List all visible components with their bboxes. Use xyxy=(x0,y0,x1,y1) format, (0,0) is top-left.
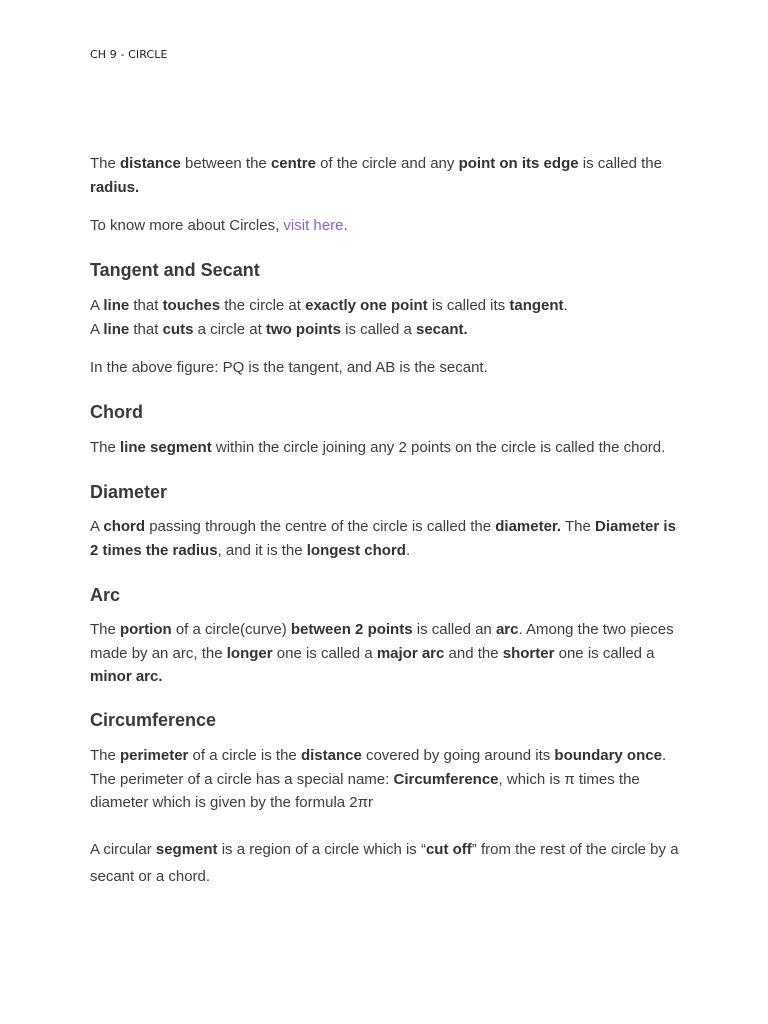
text: is called an xyxy=(412,621,496,638)
chord-body xyxy=(90,436,685,460)
bold-text: cuts xyxy=(162,320,194,338)
text: is called the xyxy=(578,155,662,172)
diameter-body xyxy=(90,515,685,562)
bold-text: chord xyxy=(103,518,146,535)
text: and the xyxy=(444,644,503,662)
circumference-section xyxy=(90,709,685,731)
text: . Among the two pieces made by an arc, the xyxy=(90,621,674,662)
text: , which is π times the diameter which is given by the formula 2πr xyxy=(90,770,640,811)
text: of the circle and any xyxy=(315,155,459,172)
know-more-block xyxy=(90,214,685,238)
bold-text: boundary once xyxy=(554,747,662,764)
text: A circular xyxy=(90,841,156,858)
bold-text: centre xyxy=(270,155,316,172)
bold-text: line segment xyxy=(120,439,212,456)
text: . xyxy=(405,541,411,559)
text: The xyxy=(90,621,121,638)
chord-heading: Chord xyxy=(90,402,143,422)
bold-text: portion xyxy=(120,621,172,638)
page-header-title: CH 9 - CIRCLE xyxy=(90,48,168,61)
text: that xyxy=(129,297,163,314)
bold-text: touches xyxy=(162,297,221,314)
bold-text: minor arc. xyxy=(90,668,163,685)
text: is a region of a circle which is “ xyxy=(217,841,426,858)
bold-text: line xyxy=(103,320,130,338)
bold-text: arc xyxy=(495,621,519,638)
text: a circle at xyxy=(193,320,266,338)
text: of a circle is the xyxy=(188,747,301,764)
diameter-section xyxy=(90,481,685,503)
bold-text: cut off xyxy=(425,841,472,858)
diameter-paragraph xyxy=(90,515,685,562)
text: , and it is the xyxy=(217,541,307,559)
bold-text: segment xyxy=(155,841,218,858)
bold-text: longest chord xyxy=(306,541,406,559)
text: The xyxy=(90,439,121,456)
radius-paragraph-block xyxy=(90,152,685,199)
text: A xyxy=(90,297,104,314)
chord-paragraph xyxy=(90,436,685,460)
figure-note-block xyxy=(90,356,685,380)
arc-heading: Arc xyxy=(90,585,121,605)
segment-body xyxy=(90,836,685,890)
bold-text: shorter xyxy=(502,644,555,662)
bold-text: diameter. xyxy=(495,518,562,535)
tangent-line xyxy=(90,294,685,318)
arc-paragraph xyxy=(90,618,685,689)
bold-text: radius. xyxy=(90,178,140,196)
text: passing through the centre of the circle is called the xyxy=(145,518,496,535)
figure-note: In the above figure: PQ is the tangent, and AB is the secant. xyxy=(90,359,488,376)
arc-body xyxy=(90,618,685,689)
text: of a circle(curve) xyxy=(171,621,291,638)
bold-text: point on its edge xyxy=(458,155,579,172)
text: is called its xyxy=(427,297,510,314)
text: the circle at xyxy=(220,297,306,314)
bold-text: Diameter is 2 times the radius xyxy=(90,518,676,559)
circumference-body xyxy=(90,744,685,815)
tangent-secant-heading: Tangent and Secant xyxy=(90,260,260,280)
text: . xyxy=(343,217,348,234)
circumference-heading: Circumference xyxy=(90,710,217,730)
text: ” from the rest of the circle by a secant or a chord. xyxy=(90,841,679,885)
arc-section xyxy=(90,584,685,606)
text: one is called a xyxy=(554,644,655,662)
chord-section xyxy=(90,401,685,423)
bold-text: between 2 points xyxy=(290,621,413,638)
visit-here-link[interactable]: visit here xyxy=(283,217,344,234)
bold-text: distance xyxy=(120,155,181,172)
bold-text: distance xyxy=(300,747,362,764)
text: covered by going around its xyxy=(361,747,555,764)
text: A xyxy=(90,320,104,338)
diameter-heading: Diameter xyxy=(90,482,168,502)
tangent-secant-section xyxy=(90,259,685,281)
bold-text: exactly one point xyxy=(305,297,428,314)
text: A xyxy=(90,518,104,535)
bold-text: two points xyxy=(265,320,341,338)
text: that xyxy=(129,320,163,338)
bold-text: line xyxy=(103,297,130,314)
know-more-paragraph xyxy=(90,214,685,238)
text: The xyxy=(90,747,121,764)
text: The xyxy=(561,518,596,535)
circumference-paragraph xyxy=(90,744,685,815)
text: . The perimeter of a circle has a special name: xyxy=(90,747,667,788)
text: one is called a xyxy=(272,644,377,662)
bold-text: tangent xyxy=(509,297,564,314)
text: The xyxy=(90,155,121,172)
text: . xyxy=(563,297,568,314)
bold-text: longer xyxy=(226,644,273,662)
text: between the xyxy=(180,155,271,172)
bold-text: perimeter xyxy=(120,747,189,764)
text: is called a xyxy=(340,320,416,338)
bold-text: major arc xyxy=(376,644,445,662)
text: within the circle joining any 2 points on the circle is called the chord. xyxy=(211,439,666,456)
bold-text: secant. xyxy=(415,320,468,338)
bold-text: Circumference xyxy=(393,770,499,788)
text: To know more about Circles, xyxy=(90,217,284,234)
radius-paragraph xyxy=(90,152,685,199)
tangent-secant-body xyxy=(90,294,685,341)
secant-line xyxy=(90,318,685,342)
segment-paragraph xyxy=(90,836,685,890)
